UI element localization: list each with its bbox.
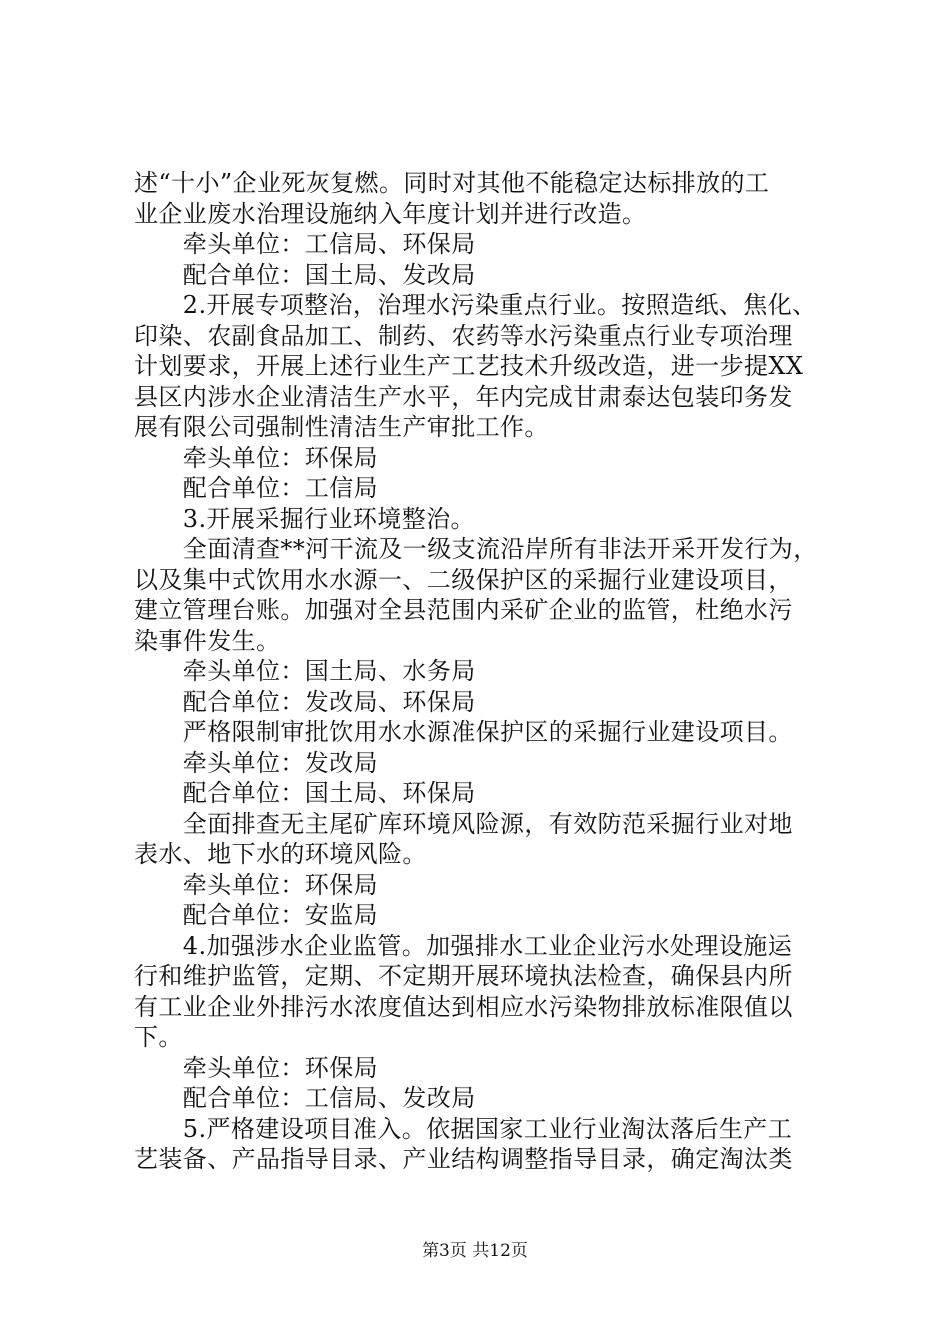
text-line: 染事件发生。 <box>134 626 281 655</box>
text-line: 全面排查无主尾矿库环境风险源，有效防范采掘行业对地 <box>134 809 793 838</box>
text-line: 配合单位：工信局、发改局 <box>134 1084 476 1112</box>
text-line: 5.严格建设项目准入。依据国家工业行业淘汰落后生产工 <box>134 1114 793 1143</box>
text-line: 全面清查**河干流及一级支流沿岸所有非法开采开发行为， <box>134 535 818 563</box>
text-line: 4.加强涉水企业监管。加强排水工业企业污水处理设施运 <box>134 931 793 960</box>
text-line: 展有限公司强制性清洁生产审批工作。 <box>134 413 549 441</box>
text-line: 配合单位：发改局、环保局 <box>134 687 476 716</box>
text-line: 表水、地下水的环境风险。 <box>134 840 427 868</box>
text-line: 配合单位：安监局 <box>134 901 378 929</box>
text-line: 艺装备、产品指导目录、产业结构调整指导目录，确定淘汰类 <box>134 1145 793 1173</box>
text-line: 牵头单位：国土局、水务局 <box>134 657 476 685</box>
text-line: 行和维护监管，定期、不定期开展环境执法检查，确保县内所 <box>134 962 793 990</box>
text-line: 牵头单位：发改局 <box>134 748 378 777</box>
text-line: 牵头单位：环保局 <box>134 1053 378 1082</box>
text-line: 述“十小”企业死灰复燃。同时对其他不能稳定达标排放的工 <box>134 169 770 197</box>
text-line: 配合单位：工信局 <box>134 474 378 502</box>
text-line: 严格限制审批饮用水水源准保护区的采掘行业建设项目。 <box>134 718 793 746</box>
text-line: 牵头单位：工信局、环保局 <box>134 230 476 258</box>
text-line: 建立管理台账。加强对全县范围内采矿企业的监管，杜绝水污 <box>134 596 793 624</box>
text-line: 下。 <box>134 1023 183 1051</box>
text-line: 印染、农副食品加工、制药、农药等水污染重点行业专项治理 <box>134 321 793 350</box>
text-line: 县区内涉水企业清洁生产水平，年内完成甘肃泰达包装印务发 <box>134 382 793 411</box>
text-line: 3.开展采掘行业环境整治。 <box>134 504 475 533</box>
text-line: 计划要求，开展上述行业生产工艺技术升级改造，进一步提XX <box>134 352 804 380</box>
text-line: 配合单位：国土局、环保局 <box>134 779 476 807</box>
page-footer: 第3页 共12页 <box>422 1241 528 1261</box>
text-line: 配合单位：国土局、发改局 <box>134 260 476 289</box>
text-line: 业企业废水治理设施纳入年度计划并进行改造。 <box>134 199 647 228</box>
text-line: 牵头单位：环保局 <box>134 870 378 899</box>
text-line: 以及集中式饮用水水源一、二级保护区的采掘行业建设项目， <box>134 565 793 594</box>
document-body <box>134 168 834 1175</box>
text-line: 有工业企业外排污水浓度值达到相应水污染物排放标准限值以 <box>134 992 793 1021</box>
text-line: 2.开展专项整治，治理水污染重点行业。按照造纸、焦化、 <box>134 291 817 319</box>
text-line: 牵头单位：环保局 <box>134 443 378 472</box>
